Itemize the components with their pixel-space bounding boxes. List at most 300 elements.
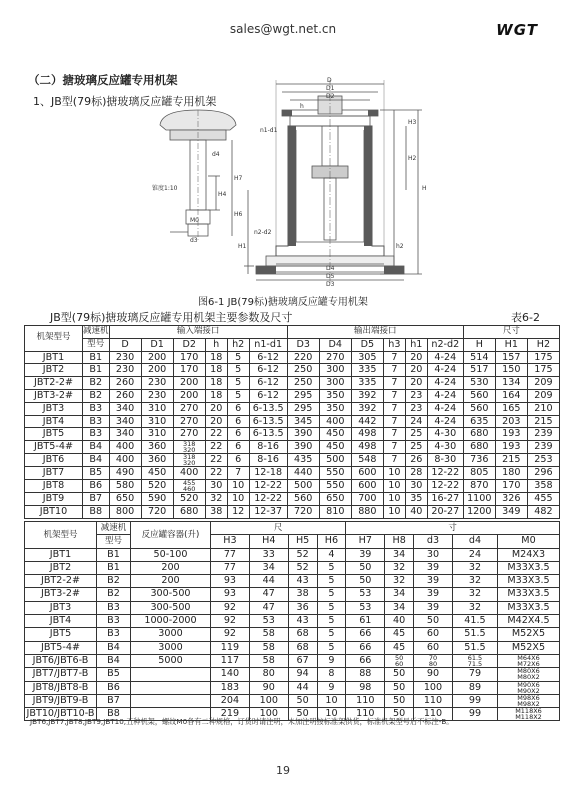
col-header-size-2: 寸 bbox=[346, 522, 560, 535]
table-cell: M98X6 M98X2 bbox=[498, 694, 560, 707]
table-cell: 270 bbox=[319, 351, 351, 364]
table-cell: B3 bbox=[83, 428, 110, 441]
table-row bbox=[25, 668, 560, 681]
table-cell: 455 460 bbox=[173, 479, 205, 492]
table-cell: 18 bbox=[205, 351, 227, 364]
table-cell: B3 bbox=[97, 601, 131, 614]
page-number: 19 bbox=[276, 764, 290, 777]
technical-drawing bbox=[150, 70, 560, 292]
table-cell: 260 bbox=[109, 377, 141, 390]
table-cell: 4-24 bbox=[427, 351, 463, 364]
table-cell: 26 bbox=[405, 454, 427, 467]
table-cell: 23 bbox=[405, 402, 427, 415]
col-header-reducer-type: 型号 bbox=[97, 535, 131, 548]
label-n1d1: n1-d1 bbox=[260, 127, 278, 134]
table-cell: 520 bbox=[173, 492, 205, 505]
section-subtitle: 1、JB型(79标)搪玻璃反应罐专用机架 bbox=[33, 95, 217, 108]
table-cell: 442 bbox=[351, 415, 383, 428]
table-cell: JBT10 bbox=[25, 505, 83, 518]
col-header: H2 bbox=[527, 338, 559, 351]
table-cell: 164 bbox=[495, 389, 527, 402]
table-cell: JBT8/JBT8-B bbox=[25, 681, 97, 694]
table-cell: 360 bbox=[141, 441, 173, 454]
table-cell: 200 bbox=[141, 364, 173, 377]
table-cell: 230 bbox=[141, 389, 173, 402]
table-cell: 68 bbox=[288, 628, 317, 641]
table-cell: 253 bbox=[527, 454, 559, 467]
table-cell: 183 bbox=[211, 681, 250, 694]
table-cell: B7 bbox=[83, 492, 110, 505]
table-cell: 12-22 bbox=[249, 492, 287, 505]
table-cell: 230 bbox=[109, 364, 141, 377]
table-cell: M90X6 M90X2 bbox=[498, 681, 560, 694]
table-cell: 22 bbox=[205, 441, 227, 454]
table-cell: 295 bbox=[287, 389, 319, 402]
table-cell: B7 bbox=[97, 694, 131, 707]
col-header-reducer-type: 型号 bbox=[83, 338, 110, 351]
table-cell: 250 bbox=[287, 364, 319, 377]
table-cell: 94 bbox=[288, 668, 317, 681]
table-cell: 50 bbox=[385, 681, 414, 694]
table-cell: 30 bbox=[405, 479, 427, 492]
table-cell: B6 bbox=[97, 681, 131, 694]
table-cell: 39 bbox=[414, 588, 453, 601]
table-cell: M52X5 bbox=[498, 641, 560, 654]
table-cell: 239 bbox=[527, 441, 559, 454]
table-cell: 38 bbox=[205, 505, 227, 518]
table-row bbox=[25, 588, 560, 601]
table-cell: 340 bbox=[109, 428, 141, 441]
table-cell: 200 bbox=[173, 377, 205, 390]
table-cell: 7 bbox=[383, 377, 405, 390]
table-cell: B4 bbox=[97, 641, 131, 654]
table-cell: 58 bbox=[249, 628, 288, 641]
label-d4: d4 bbox=[212, 151, 220, 158]
table-cell: 4-24 bbox=[427, 402, 463, 415]
col-header-reducer: 减速机 bbox=[83, 326, 110, 339]
col-header: h1 bbox=[405, 338, 427, 351]
table-cell: 340 bbox=[109, 415, 141, 428]
table-cell: 24 bbox=[405, 415, 427, 428]
table-cell: 810 bbox=[319, 505, 351, 518]
table-cell: 44 bbox=[288, 681, 317, 694]
table-cell: 680 bbox=[463, 441, 495, 454]
table-cell: 20 bbox=[205, 415, 227, 428]
table-cell: 720 bbox=[141, 505, 173, 518]
table-cell: 200 bbox=[131, 575, 211, 588]
table-cell: 140 bbox=[211, 668, 250, 681]
table-cell: 200 bbox=[141, 351, 173, 364]
table-cell: 220 bbox=[287, 351, 319, 364]
table-cell: 22 bbox=[205, 454, 227, 467]
table-cell: B3 bbox=[97, 615, 131, 628]
table-cell: 10 bbox=[317, 708, 346, 721]
table-cell: JBT3-2# bbox=[25, 389, 83, 402]
table-cell: 6-13.5 bbox=[249, 428, 287, 441]
label-n2d2: n2-d2 bbox=[254, 229, 272, 236]
table-cell: 53 bbox=[346, 588, 385, 601]
table-cell: 50 bbox=[385, 708, 414, 721]
label-h6: H6 bbox=[234, 211, 243, 218]
col-header: D3 bbox=[287, 338, 319, 351]
table-cell: 89 bbox=[452, 681, 497, 694]
table-cell: 93 bbox=[211, 575, 250, 588]
table-cell: 61.5 71.5 bbox=[452, 654, 497, 667]
table-cell: 5 bbox=[317, 615, 346, 628]
label-h: h bbox=[300, 103, 304, 110]
table-cell: B4 bbox=[97, 654, 131, 667]
table-cell: 580 bbox=[109, 479, 141, 492]
table-cell: 66 bbox=[346, 654, 385, 667]
table-cell: 296 bbox=[527, 467, 559, 480]
col-header: H8 bbox=[385, 535, 414, 548]
table-cell: 358 bbox=[527, 479, 559, 492]
table-cell: 455 bbox=[527, 492, 559, 505]
table-cell: 30 bbox=[414, 548, 453, 561]
col-header: M0 bbox=[498, 535, 560, 548]
table-cell: 6 bbox=[227, 428, 249, 441]
table-cell: B1 bbox=[83, 351, 110, 364]
table-row bbox=[25, 454, 560, 467]
table-cell: 500 bbox=[287, 479, 319, 492]
table-cell: 635 bbox=[463, 415, 495, 428]
table-cell: 270 bbox=[173, 402, 205, 415]
table-cell: JBT1 bbox=[25, 351, 83, 364]
table-cell: 318 320 bbox=[173, 454, 205, 467]
table-number: 表6-2 bbox=[511, 311, 540, 324]
table-cell: 40 bbox=[385, 615, 414, 628]
table-cell: JBT5 bbox=[25, 628, 97, 641]
table-cell: 3000 bbox=[131, 628, 211, 641]
table-cell: 90 bbox=[414, 668, 453, 681]
table-cell: 92 bbox=[211, 628, 250, 641]
table-cell: 50-100 bbox=[131, 548, 211, 561]
table-cell: 600 bbox=[351, 479, 383, 492]
table-cell: 800 bbox=[109, 505, 141, 518]
label-D1: D1 bbox=[326, 85, 335, 92]
table-cell: M118X6 M118X2 bbox=[498, 708, 560, 721]
label-m0: M0 bbox=[190, 217, 199, 224]
table-cell: 175 bbox=[527, 364, 559, 377]
table-row bbox=[25, 641, 560, 654]
table-cell: 67 bbox=[288, 654, 317, 667]
table-cell: 32 bbox=[452, 561, 497, 574]
table-cell: 7 bbox=[227, 467, 249, 480]
table-cell: 1000-2000 bbox=[131, 615, 211, 628]
table-cell: 77 bbox=[211, 561, 250, 574]
table-cell: 50 bbox=[385, 668, 414, 681]
header-email: sales@wgt.net.cn bbox=[229, 22, 337, 36]
table-cell: JBT9 bbox=[25, 492, 83, 505]
table-cell: 6 bbox=[227, 441, 249, 454]
label-d3: d3 bbox=[190, 237, 198, 244]
table-cell: JBT2 bbox=[25, 364, 83, 377]
table-cell: 50 bbox=[288, 708, 317, 721]
table-cell: 50 bbox=[414, 615, 453, 628]
table-cell: 18 bbox=[205, 389, 227, 402]
col-header: D1 bbox=[141, 338, 173, 351]
table-cell: 8-30 bbox=[427, 454, 463, 467]
table-cell: M33X3.5 bbox=[498, 588, 560, 601]
col-header-model: 机架型号 bbox=[25, 522, 97, 549]
table-cell: 50 bbox=[385, 694, 414, 707]
table-cell: 39 bbox=[414, 601, 453, 614]
table-cell: 270 bbox=[173, 415, 205, 428]
table-cell: 12-37 bbox=[249, 505, 287, 518]
table-cell: 193 bbox=[495, 441, 527, 454]
table-cell: 219 bbox=[211, 708, 250, 721]
table-cell: 6 bbox=[227, 415, 249, 428]
table-cell: 5 bbox=[227, 377, 249, 390]
table-cell: JBT3 bbox=[25, 402, 83, 415]
table-cell: 5 bbox=[227, 364, 249, 377]
table-cell: 440 bbox=[287, 467, 319, 480]
table-cell: 5 bbox=[227, 389, 249, 402]
table-cell: 1100 bbox=[463, 492, 495, 505]
table-cell: JBT2-2# bbox=[25, 575, 97, 588]
table-row bbox=[25, 628, 560, 641]
table-cell: 22 bbox=[205, 428, 227, 441]
table-cell: 7 bbox=[383, 428, 405, 441]
table-cell: JBT6/JBT6-B bbox=[25, 654, 97, 667]
table-cell: B2 bbox=[97, 588, 131, 601]
table-cell: 7 bbox=[383, 351, 405, 364]
table-cell: 805 bbox=[463, 467, 495, 480]
table-cell: 92 bbox=[211, 601, 250, 614]
table-cell: B6 bbox=[83, 479, 110, 492]
table-cell: 6-13.5 bbox=[249, 415, 287, 428]
table-cell: 209 bbox=[527, 377, 559, 390]
table-cell: 6-12 bbox=[249, 377, 287, 390]
size-table bbox=[24, 521, 560, 721]
table-cell: 10 bbox=[383, 505, 405, 518]
table-cell: 58 bbox=[249, 654, 288, 667]
table-cell: 4-24 bbox=[427, 415, 463, 428]
table-cell: 560 bbox=[463, 389, 495, 402]
col-header-model: 机架型号 bbox=[25, 326, 83, 352]
table-cell: JBT5-4# bbox=[25, 441, 83, 454]
table-cell: 335 bbox=[351, 377, 383, 390]
table-cell: 9 bbox=[317, 654, 346, 667]
table-cell: 25 bbox=[405, 428, 427, 441]
table-cell: 349 bbox=[495, 505, 527, 518]
table-cell: JBT7/JBT7-B bbox=[25, 668, 97, 681]
table-cell: JBT2-2# bbox=[25, 377, 83, 390]
table-cell: 550 bbox=[319, 479, 351, 492]
table-cell: 650 bbox=[319, 492, 351, 505]
table-cell: 700 bbox=[351, 492, 383, 505]
table-cell: 99 bbox=[452, 708, 497, 721]
table-cell: 99 bbox=[452, 694, 497, 707]
table-cell: 10 bbox=[383, 479, 405, 492]
table-cell: 58 bbox=[249, 641, 288, 654]
table-cell: JBT5-4# bbox=[25, 641, 97, 654]
table-cell: 119 bbox=[211, 641, 250, 654]
table-cell: 305 bbox=[351, 351, 383, 364]
table-cell: 100 bbox=[414, 681, 453, 694]
table-cell: 12-18 bbox=[249, 467, 287, 480]
table-cell: 44 bbox=[249, 575, 288, 588]
table-cell: 79 bbox=[452, 668, 497, 681]
table-cell: 34 bbox=[385, 548, 414, 561]
table-cell: 600 bbox=[351, 467, 383, 480]
table-cell: 20 bbox=[405, 377, 427, 390]
table-cell: 215 bbox=[527, 415, 559, 428]
table-cell: M33X3.5 bbox=[498, 561, 560, 574]
table-cell: 10 bbox=[227, 479, 249, 492]
table-cell: 5 bbox=[317, 641, 346, 654]
table-cell: 32 bbox=[205, 492, 227, 505]
table-cell: 47 bbox=[249, 588, 288, 601]
table-cell: 6 bbox=[227, 454, 249, 467]
table-cell: JBT3 bbox=[25, 601, 97, 614]
label-D: D bbox=[327, 77, 332, 84]
label-h2: h2 bbox=[396, 243, 404, 250]
table-row bbox=[25, 694, 560, 707]
table-cell: JBT2 bbox=[25, 561, 97, 574]
table-cell: 590 bbox=[141, 492, 173, 505]
table-cell: 180 bbox=[495, 467, 527, 480]
table-cell: JBT5 bbox=[25, 428, 83, 441]
table-cell: 4-24 bbox=[427, 389, 463, 402]
table-cell: 345 bbox=[287, 415, 319, 428]
table-row bbox=[25, 364, 560, 377]
table-cell: 230 bbox=[109, 351, 141, 364]
table-cell: 50 bbox=[346, 575, 385, 588]
table-cell: 45 bbox=[385, 628, 414, 641]
table-cell: 20 bbox=[205, 402, 227, 415]
table-cell: B8 bbox=[97, 708, 131, 721]
table-cell bbox=[131, 694, 211, 707]
table-cell: 66 bbox=[346, 641, 385, 654]
label-h7: H7 bbox=[234, 175, 243, 182]
table-cell: 12-22 bbox=[249, 479, 287, 492]
table-cell: 260 bbox=[109, 389, 141, 402]
table-cell bbox=[131, 681, 211, 694]
table-cell: 392 bbox=[351, 389, 383, 402]
table-cell: 70 80 bbox=[414, 654, 453, 667]
col-header: h bbox=[205, 338, 227, 351]
table-cell: 4-24 bbox=[427, 364, 463, 377]
table-cell: 60 bbox=[414, 628, 453, 641]
table-cell: 43 bbox=[288, 615, 317, 628]
table-cell: B1 bbox=[97, 561, 131, 574]
table-cell: 34 bbox=[385, 601, 414, 614]
table-row bbox=[25, 615, 560, 628]
col-header: H3 bbox=[211, 535, 250, 548]
table-cell: 400 bbox=[109, 454, 141, 467]
table-row bbox=[25, 548, 560, 561]
table-cell: 239 bbox=[527, 428, 559, 441]
table-cell: 400 bbox=[109, 441, 141, 454]
table-cell: 32 bbox=[452, 601, 497, 614]
table-cell: 880 bbox=[351, 505, 383, 518]
table-cell: 300 bbox=[319, 364, 351, 377]
brand-logo: WGT bbox=[496, 21, 538, 39]
col-header: n2-d2 bbox=[427, 338, 463, 351]
table-cell: JBT10/JBT10-B bbox=[25, 708, 97, 721]
table-cell: JBT3-2# bbox=[25, 588, 97, 601]
table-cell: 90 bbox=[249, 681, 288, 694]
label-H3: H3 bbox=[408, 119, 417, 126]
label-taper: 锥度1:10 bbox=[152, 185, 178, 192]
table-cell: 170 bbox=[495, 479, 527, 492]
table-row bbox=[25, 575, 560, 588]
col-header: D4 bbox=[319, 338, 351, 351]
table-cell: 170 bbox=[173, 351, 205, 364]
table-cell: 5 bbox=[317, 588, 346, 601]
table-cell: 390 bbox=[287, 428, 319, 441]
table-cell: 50 bbox=[288, 694, 317, 707]
table-cell: 23 bbox=[405, 389, 427, 402]
table-cell: 5 bbox=[317, 601, 346, 614]
table-cell: 350 bbox=[319, 402, 351, 415]
table-cell: M33X3.5 bbox=[498, 575, 560, 588]
table-cell: 20-27 bbox=[427, 505, 463, 518]
table-cell: 6 bbox=[227, 402, 249, 415]
col-header: n1-d1 bbox=[249, 338, 287, 351]
table-cell: 20 bbox=[405, 351, 427, 364]
table-cell: 9 bbox=[317, 681, 346, 694]
table-cell: 110 bbox=[346, 694, 385, 707]
table-cell: 250 bbox=[287, 377, 319, 390]
table-cell: 210 bbox=[527, 402, 559, 415]
table-cell: 12-22 bbox=[427, 467, 463, 480]
table-cell: 60 bbox=[414, 641, 453, 654]
table-cell: 450 bbox=[319, 428, 351, 441]
table-cell: 680 bbox=[463, 428, 495, 441]
table-cell: 335 bbox=[351, 364, 383, 377]
table-cell: 30 bbox=[205, 479, 227, 492]
table-cell: 10 bbox=[383, 467, 405, 480]
table-cell: B8 bbox=[83, 505, 110, 518]
table-cell: 53 bbox=[249, 615, 288, 628]
table-cell: 5 bbox=[317, 628, 346, 641]
table-cell: B3 bbox=[83, 402, 110, 415]
table-cell: 100 bbox=[249, 708, 288, 721]
table-cell: 38 bbox=[288, 588, 317, 601]
table-cell: 400 bbox=[173, 467, 205, 480]
table-cell: 498 bbox=[351, 441, 383, 454]
table-cell: 45 bbox=[385, 641, 414, 654]
table-cell: 3000 bbox=[131, 641, 211, 654]
col-header-input: 输入端接口 bbox=[109, 326, 287, 339]
table-cell: 1200 bbox=[463, 505, 495, 518]
table-cell: 350 bbox=[319, 389, 351, 402]
table-cell: 204 bbox=[211, 694, 250, 707]
table-cell: M80X6 M80X2 bbox=[498, 668, 560, 681]
table-cell: 498 bbox=[351, 428, 383, 441]
table-row bbox=[25, 492, 560, 505]
table-cell: 4 bbox=[317, 548, 346, 561]
table-cell: M42X4.5 bbox=[498, 615, 560, 628]
table-cell: 4-30 bbox=[427, 428, 463, 441]
table-cell: 4-24 bbox=[427, 377, 463, 390]
table-cell: 6-13.5 bbox=[249, 402, 287, 415]
table-row bbox=[25, 467, 560, 480]
col-header: H7 bbox=[346, 535, 385, 548]
table-cell: 170 bbox=[173, 364, 205, 377]
table-cell: 514 bbox=[463, 351, 495, 364]
table-cell: 93 bbox=[211, 588, 250, 601]
table-row bbox=[25, 561, 560, 574]
col-header: d4 bbox=[452, 535, 497, 548]
table-cell: JBT4 bbox=[25, 615, 97, 628]
table-cell: 157 bbox=[495, 351, 527, 364]
table-row bbox=[25, 351, 560, 364]
table-cell: 8-16 bbox=[249, 441, 287, 454]
table-cell: 10 bbox=[383, 492, 405, 505]
